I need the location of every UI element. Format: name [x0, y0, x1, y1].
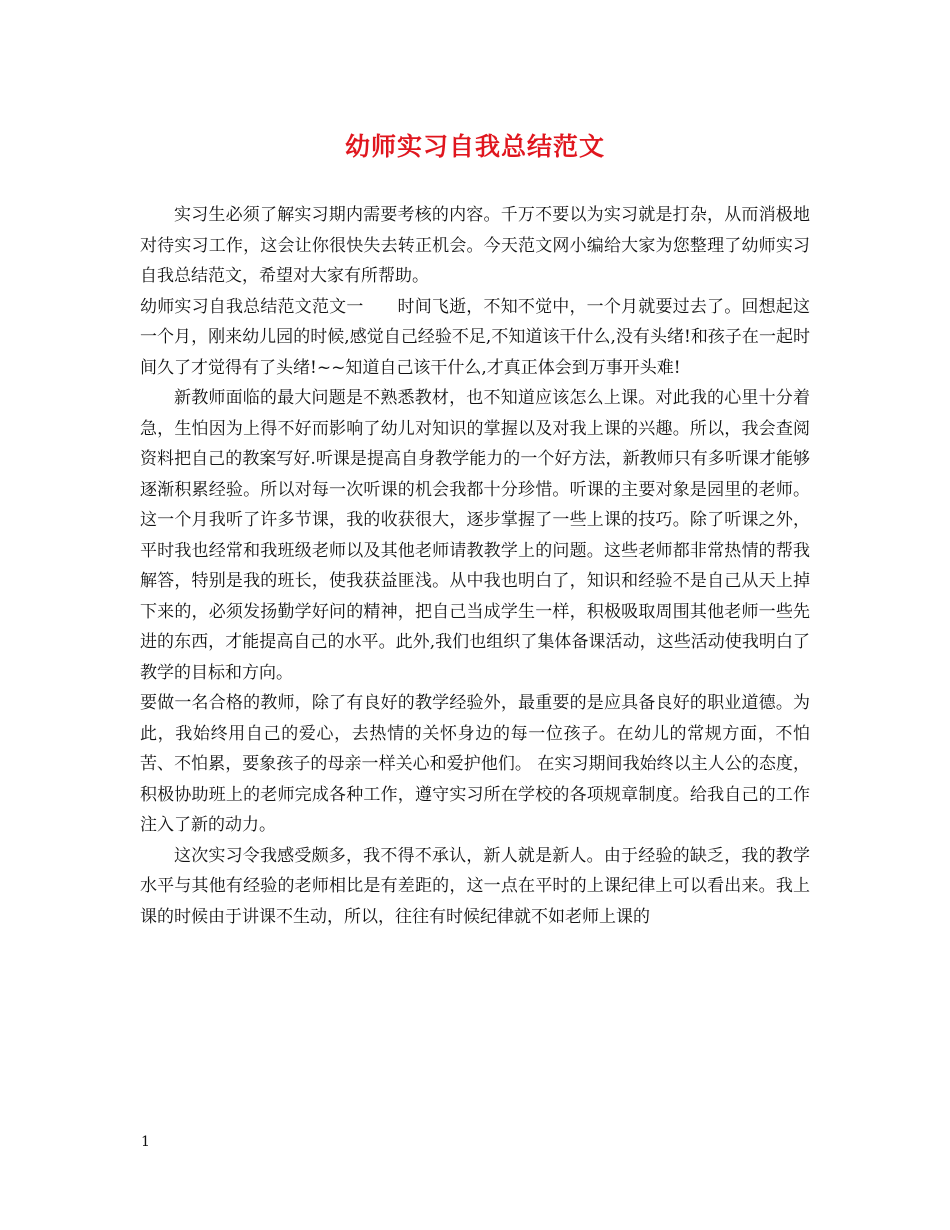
document-body [140, 200, 810, 932]
section-one-text: 时间飞逝，不知不觉中，一个月就要过去了。回想起这一个月，刚来幼儿园的时候,感觉自己经验不足,不知道该干什么,没有头绪!和孩子在一起时间久了才觉得有了头绪!~~知道自己该干什么,才真正体会到万事开头难! [140, 296, 811, 378]
document-title: 幼师实习自我总结范文 [344, 132, 605, 161]
ethics-paragraph: 要做一名合格的教师，除了有良好的教学经验外，最重要的是应具备良好的职业道德。为此，我始终用自己的爱心，去热情的关怀身边的每一位孩子。在幼儿的常规方面，不怕苦、不怕累，要象孩子的母亲一样关心和爱护他们。 在实习期间我始终以主人公的态度，积极协助班上的老师完成各种工作，遵守实习所在学校的各项规章制度。给我自己的工作注入了新的动力。 [140, 693, 810, 835]
intro-paragraph: 实习生必须了解实习期内需要考核的内容。千万不要以为实习就是打杂，从而消极地对待实习工作，这会让你很快失去转正机会。今天范文网小编给大家为您整理了幼师实习自我总结范文，希望对大家有所帮助。 [140, 205, 810, 286]
section-heading: 幼师实习自我总结范文范文一 [140, 296, 364, 317]
page-number: 1 [141, 1134, 150, 1150]
teaching-paragraph: 新教师面临的最大问题是不熟悉教材，也不知道应该怎么上课。对此我的心里十分着急，生怕因为上得不好而影响了幼儿对知识的掌握以及对我上课的兴趣。所以，我会查阅资料把自己的教案写好.听课是提高自身教学能力的一个好方法，新教师只有多听课才能够逐渐积累经验。所以对每一次听课的机会我都十分珍惜。听课的主要对象是园里的老师。这一个月我听了许多节课，我的收获很大，逐步掌握了一些上课的技巧。除了听课之外，平时我也经常和我班级老师以及其他老师请教教学上的问题。这些老师都非常热情的帮我解答，特别是我的班长，使我获益匪浅。从中我也明白了，知识和经验不是自己从天上掉下来的，必须发扬勤学好问的精神，把自己当成学生一样，积极吸取周围其他老师一些先进的东西，才能提高自己的水平。此外,我们也组织了集体备课活动，这些活动使我明白了教学的目标和方向。 [140, 388, 810, 683]
reflection-paragraph: 这次实习令我感受颇多，我不得不承认，新人就是新人。由于经验的缺乏，我的教学水平与其他有经验的老师相比是有差距的，这一点在平时的上课纪律上可以看出来。我上课的时候由于讲课不生动，所以，往往有时候纪律就不如老师上课的 [140, 845, 810, 927]
section-one-paragraph [140, 292, 810, 384]
